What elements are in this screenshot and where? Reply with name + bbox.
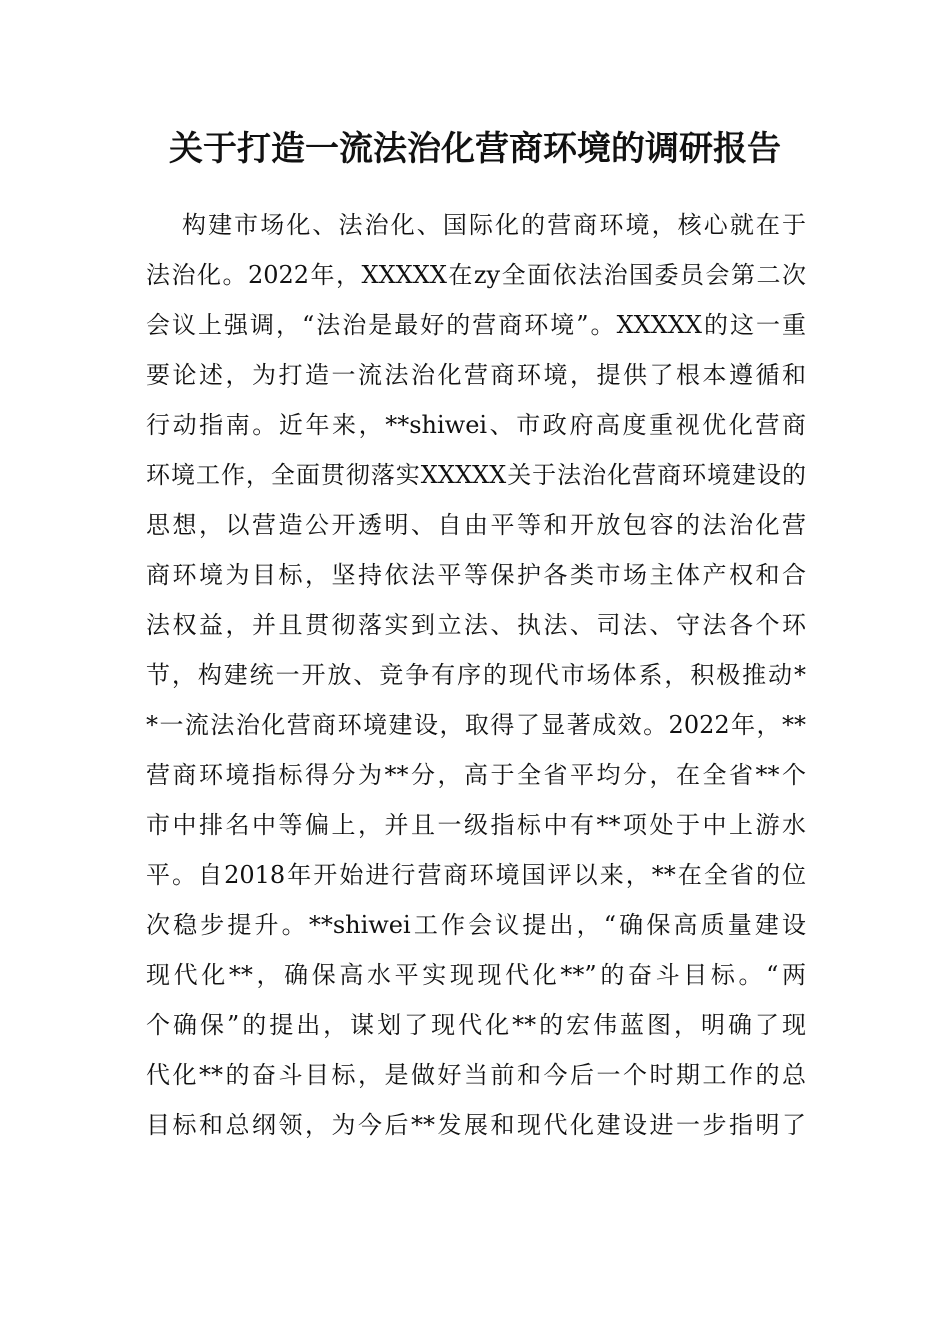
document-title: 关于打造一流法治化营商环境的调研报告 [169,129,781,169]
body-line: 法治化。2022年，XXXXX在zy全面依法治国委员会第二次 [146,261,806,289]
body-line: 市中排名中等偏上，并且一级指标中有**项处于中上游水 [146,811,806,839]
body-line: 环境工作，全面贯彻落实XXXXX关于法治化营商环境建设的 [146,461,806,489]
body-line: *一流法治化营商环境建设，取得了显著成效。2022年，** [146,711,806,739]
body-line: 节，构建统一开放、竞争有序的现代市场体系，积极推动* [146,661,806,689]
body-line: 商环境为目标，坚持依法平等保护各类市场主体产权和合 [146,561,806,589]
body-line: 代化**的奋斗目标，是做好当前和今后一个时期工作的总 [146,1061,806,1089]
body-line: 行动指南。近年来，**shiwei、市政府高度重视优化营商 [146,411,806,439]
body-line: 平。自2018年开始进行营商环境国评以来，**在全省的位 [146,861,806,889]
document-body [146,200,806,1150]
body-line: 要论述，为打造一流法治化营商环境，提供了根本遵循和 [146,361,806,389]
body-line: 会议上强调，“法治是最好的营商环境”。XXXXX的这一重 [146,311,806,339]
body-line: 个确保”的提出，谋划了现代化**的宏伟蓝图，明确了现 [146,1011,806,1039]
body-line: 思想，以营造公开透明、自由平等和开放包容的法治化营 [146,511,806,539]
body-line: 构建市场化、法治化、国际化的营商环境，核心就在于 [182,211,806,239]
body-line: 现代化**，确保高水平实现现代化**”的奋斗目标。“两 [146,961,806,989]
body-line: 法权益，并且贯彻落实到立法、执法、司法、守法各个环 [146,611,806,639]
body-line: 目标和总纲领，为今后**发展和现代化建设进一步指明了 [146,1111,806,1139]
body-line: 次稳步提升。**shiwei工作会议提出，“确保高质量建设 [146,911,806,939]
body-line: 营商环境指标得分为**分，高于全省平均分，在全省**个 [146,761,806,789]
